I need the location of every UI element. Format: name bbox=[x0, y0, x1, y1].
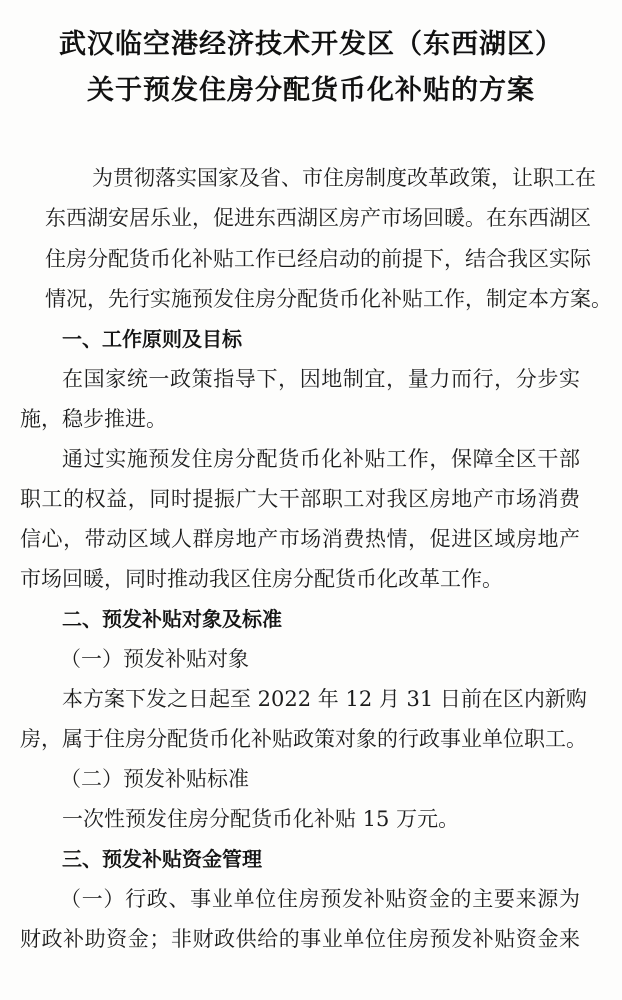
paragraph-6-line-1: （一）行政、事业单位住房预发补贴资金的主要来源为 bbox=[60, 887, 580, 911]
paragraph-3-line-1: 通过实施预发住房分配货币化补贴工作，保障全区干部 bbox=[62, 447, 580, 471]
section-heading-1: 一、工作原则及目标 bbox=[62, 327, 242, 351]
document-title-line-2: 关于预发住房分配货币化补贴的方案 bbox=[87, 75, 535, 106]
paragraph-1-line-4: 情况，先行实施预发住房分配货币化补贴工作，制定本方案。 bbox=[45, 287, 612, 311]
document-title-line-1: 武汉临空港经济技术开发区（东西湖区） bbox=[59, 29, 563, 60]
paragraph-4-line-2: 房，属于住房分配货币化补贴政策对象的行政事业单位职工。 bbox=[20, 727, 587, 751]
paragraph-5-line-1: 一次性预发住房分配货币化补贴 15 万元。 bbox=[62, 807, 460, 831]
paragraph-4-line-1: 本方案下发之日起至 2022 年 12 月 31 日前在区内新购 bbox=[62, 687, 587, 711]
paragraph-3-line-3: 信心，带动区域人群房地产市场消费热情，促进区域房地产 bbox=[20, 527, 580, 551]
paragraph-6-line-2: 财政补助资金；非财政供给的事业单位住房预发补贴资金来 bbox=[20, 927, 580, 951]
subsection-heading-2-2: （二）预发补贴标准 bbox=[60, 767, 249, 791]
section-heading-3: 三、预发补贴资金管理 bbox=[62, 847, 262, 871]
paragraph-1-line-1: 为贯彻落实国家及省、市住房制度改革政策，让职工在 bbox=[92, 166, 596, 190]
paragraph-3-line-2: 职工的权益，同时提振广大干部职工对我区房地产市场消费 bbox=[20, 487, 580, 511]
paragraph-2-line-2: 施，稳步推进。 bbox=[20, 407, 167, 431]
section-heading-2: 二、预发补贴对象及标准 bbox=[62, 607, 282, 631]
paragraph-3-line-4: 市场回暖，同时推动我区住房分配货币化改革工作。 bbox=[20, 567, 503, 591]
paragraph-1-line-3: 住房分配货币化补贴工作已经启动的前提下，结合我区实际 bbox=[45, 247, 591, 271]
subsection-heading-2-1: （一）预发补贴对象 bbox=[60, 647, 249, 671]
paragraph-2-line-1: 在国家统一政策指导下，因地制宜，量力而行，分步实 bbox=[62, 367, 580, 391]
paragraph-1-line-2: 东西湖安居乐业，促进东西湖区房产市场回暖。在东西湖区 bbox=[45, 206, 591, 230]
